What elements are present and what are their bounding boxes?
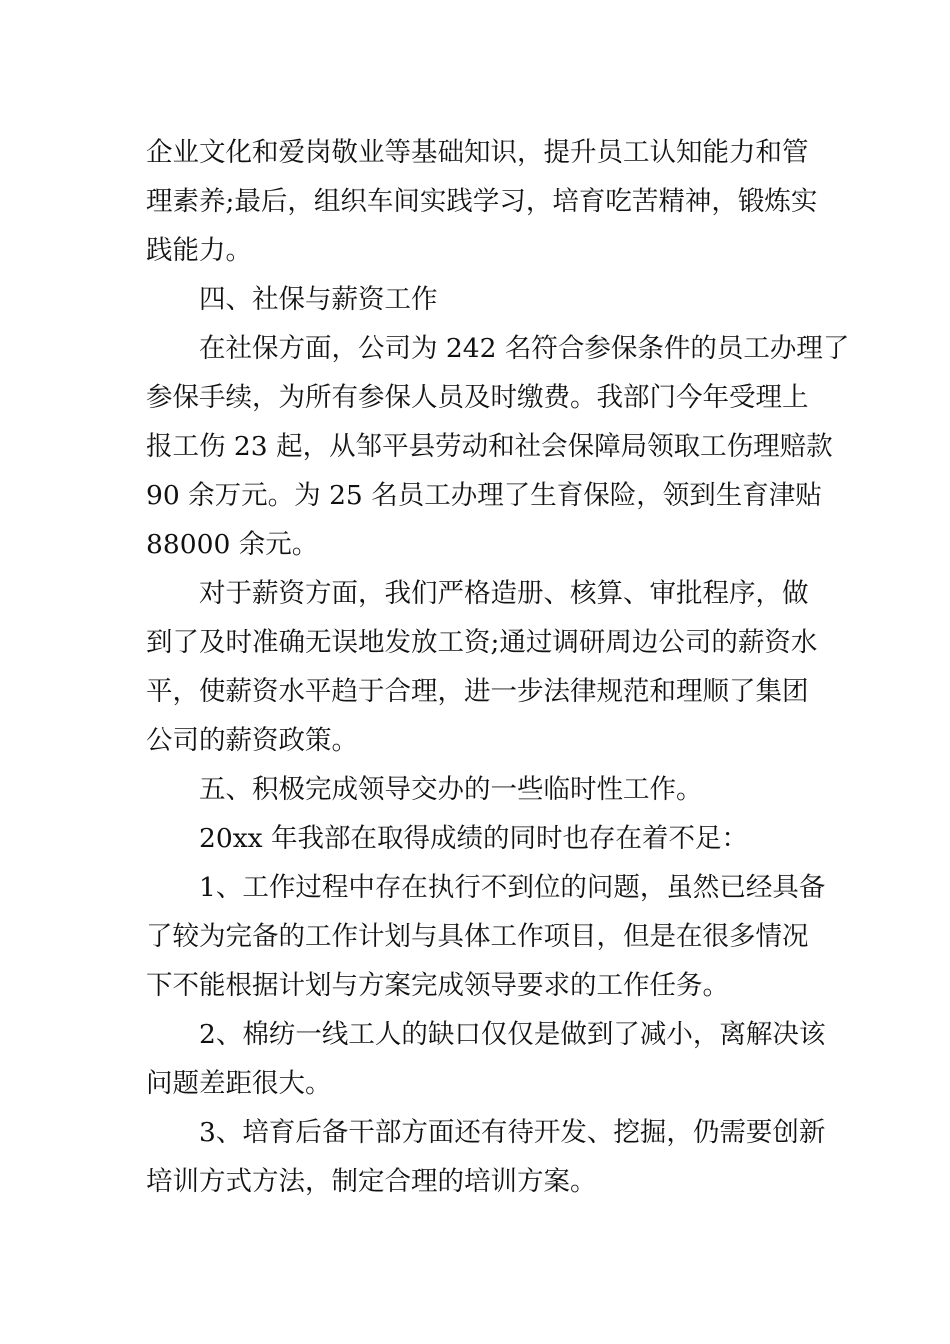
list-item [146, 1108, 826, 1206]
list-item [146, 863, 826, 1010]
text-line: 平，使薪资水平趋于合理，进一步法律规范和理顺了集团 [146, 676, 809, 707]
text-line: 88000 余元。 [146, 529, 319, 560]
text-line: 公司的薪资政策。 [146, 725, 358, 756]
text-line: 3、培育后备干部方面还有待开发、挖掘，仍需要创新 [199, 1117, 826, 1148]
heading-text: 四、社保与薪资工作 [199, 284, 438, 315]
document-body [146, 128, 850, 1206]
text-line: 问题差距很大。 [146, 1068, 332, 1099]
heading-text: 五、积极完成领导交办的一些临时性工作。 [199, 774, 703, 805]
text-line: 对于薪资方面，我们严格造册、核算、审批程序，做 [199, 578, 809, 609]
text-line: 90 余万元。为 25 名员工办理了生育保险，领到生育津贴 [146, 480, 822, 511]
section-heading [146, 275, 808, 324]
text-line: 参保手续，为所有参保人员及时缴费。我部门今年受理上 [146, 382, 809, 413]
text-line: 2、棉纺一线工人的缺口仅仅是做到了减小，离解决该 [199, 1019, 826, 1050]
paragraph [146, 814, 808, 863]
section-heading [146, 765, 808, 814]
text-line: 了较为完备的工作计划与具体工作项目，但是在很多情况 [146, 921, 809, 952]
list-item [146, 1010, 826, 1108]
paragraph [146, 324, 850, 569]
text-line: 践能力。 [146, 235, 252, 266]
text-line: 培训方式方法，制定合理的培训方案。 [146, 1166, 597, 1197]
text-line: 20xx 年我部在取得成绩的同时也存在着不足： [199, 823, 749, 854]
text-line: 在社保方面，公司为 242 名符合参保条件的员工办理了 [199, 333, 850, 364]
paragraph [146, 128, 818, 275]
text-line: 1、工作过程中存在执行不到位的问题，虽然已经具备 [199, 872, 826, 903]
text-line: 到了及时准确无误地发放工资;通过调研周边公司的薪资水 [146, 627, 818, 658]
text-line: 下不能根据计划与方案完成领导要求的工作任务。 [146, 970, 729, 1001]
text-line: 企业文化和爱岗敬业等基础知识，提升员工认知能力和管 [146, 137, 809, 168]
paragraph [146, 569, 818, 765]
text-line: 理素养;最后，组织车间实践学习，培育吃苦精神，锻炼实 [146, 186, 818, 217]
text-line: 报工伤 23 起，从邹平县劳动和社会保障局领取工伤理赔款 [146, 431, 833, 462]
